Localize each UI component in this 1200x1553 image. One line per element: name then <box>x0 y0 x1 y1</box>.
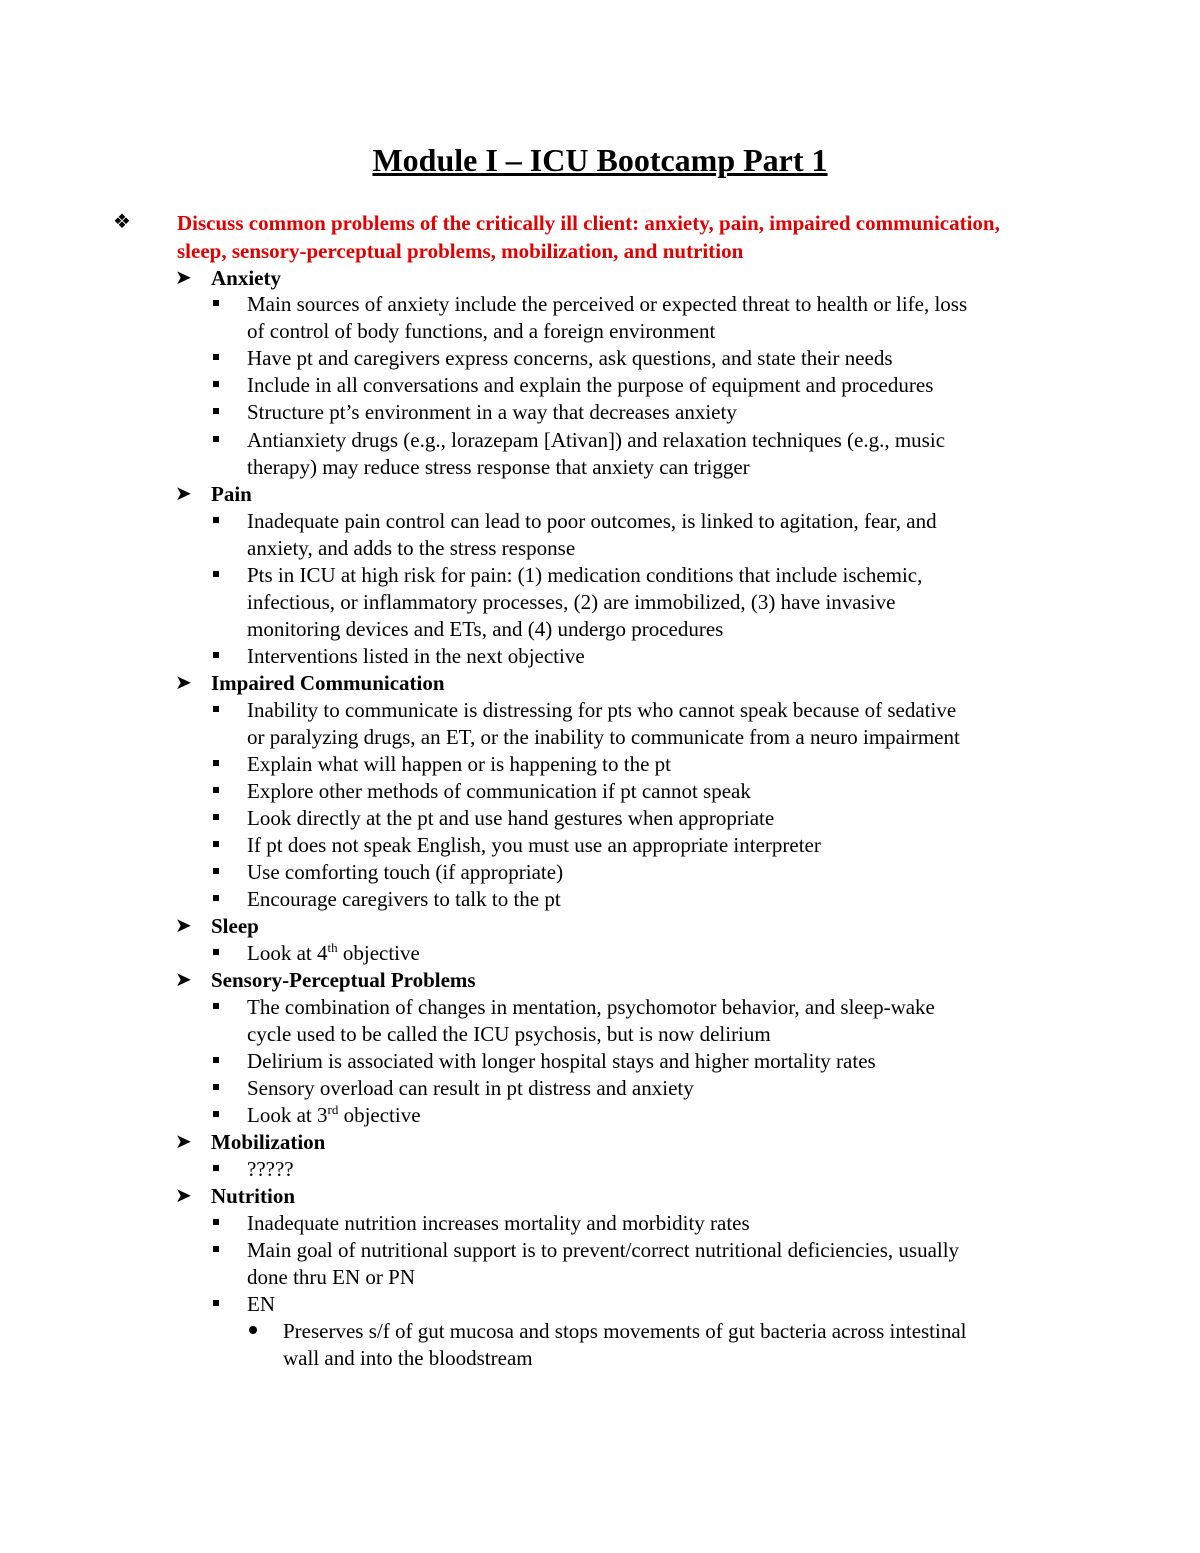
arrow-bullet-icon: ➤ <box>175 1131 192 1153</box>
square-bullet-icon <box>213 1057 219 1063</box>
square-bullet-icon <box>213 814 219 820</box>
section-heading: Mobilization <box>211 1130 326 1154</box>
arrow-bullet-icon: ➤ <box>175 969 192 991</box>
square-bullet-icon <box>213 381 219 387</box>
square-bullet-icon <box>213 787 219 793</box>
square-bullet-icon <box>213 517 219 523</box>
square-bullet-icon <box>213 706 219 712</box>
list-item: Include in all conversations and explain the purpose of equipment and procedures <box>247 373 934 397</box>
square-bullet-icon <box>213 841 219 847</box>
list-item: Main goal of nutritional support is to prevent/correct nutritional deficiencies, usually <box>247 1238 960 1262</box>
list-item: Main sources of anxiety include the perceived or expected threat to health or life, loss <box>247 292 968 316</box>
square-bullet-icon <box>213 949 219 955</box>
list-item: Explain what will happen or is happening to the pt <box>247 752 671 776</box>
list-item: monitoring devices and ETs, and (4) undergo procedures <box>247 617 724 641</box>
list-item: Sensory overload can result in pt distress and anxiety <box>247 1076 694 1100</box>
list-item: Inadequate pain control can lead to poor outcomes, is linked to agitation, fear, and <box>247 509 937 533</box>
square-bullet-icon <box>213 1300 219 1306</box>
list-item: EN <box>247 1292 275 1316</box>
objective-text: Discuss common problems of the critically ill client: anxiety, pain, impaired communication, sleep, sensory-perceptual problems, mobilization, and nutrition <box>177 211 1000 263</box>
list-item: The combination of changes in mentation, psychomotor behavior, and sleep-wake <box>247 995 935 1019</box>
square-bullet-icon <box>213 408 219 414</box>
square-bullet-icon <box>213 760 219 766</box>
list-item: Inability to communicate is distressing for pts who cannot speak because of sedative <box>247 698 957 722</box>
list-item: therapy) may reduce stress response that anxiety can trigger <box>247 455 750 479</box>
section-heading: Impaired Communication <box>211 671 445 695</box>
page-title: Module I – ICU Bootcamp Part 1 <box>372 142 828 178</box>
square-bullet-icon <box>213 1003 219 1009</box>
list-item: of control of body functions, and a foreign environment <box>247 319 716 343</box>
list-item: Antianxiety drugs (e.g., lorazepam [Ativan]) and relaxation techniques (e.g., music <box>247 428 946 452</box>
square-bullet-icon <box>213 571 219 577</box>
square-bullet-icon <box>213 1219 219 1225</box>
square-bullet-icon <box>213 1165 219 1171</box>
square-bullet-icon <box>213 652 219 658</box>
arrow-bullet-icon: ➤ <box>175 267 192 289</box>
list-item: or paralyzing drugs, an ET, or the inability to communicate from a neuro impairment <box>247 725 960 749</box>
list-item: Use comforting touch (if appropriate) <box>247 860 564 884</box>
square-bullet-icon <box>213 436 219 442</box>
list-item: Have pt and caregivers express concerns, ask questions, and state their needs <box>247 346 893 370</box>
section-heading: Nutrition <box>211 1184 295 1208</box>
list-item: Look directly at the pt and use hand gestures when appropriate <box>247 806 775 830</box>
section-heading: Sensory-Perceptual Problems <box>211 968 476 992</box>
section-heading: Pain <box>211 482 252 506</box>
list-item: Inadequate nutrition increases mortality and morbidity rates <box>247 1211 750 1235</box>
list-item: If pt does not speak English, you must use an appropriate interpreter <box>247 833 821 857</box>
list-item: Preserves s/f of gut mucosa and stops movements of gut bacteria across intestinal <box>283 1319 967 1343</box>
diamond-bullet-icon: ❖ <box>113 211 131 233</box>
list-item: Pts in ICU at high risk for pain: (1) medication conditions that include ischemic, <box>247 563 923 587</box>
list-item: Explore other methods of communication if pt cannot speak <box>247 779 751 803</box>
list-item: Look at 4th objective <box>247 940 420 965</box>
list-item: cycle used to be called the ICU psychosis, but is now delirium <box>247 1022 771 1046</box>
section-heading: Anxiety <box>211 266 281 290</box>
arrow-bullet-icon: ➤ <box>175 1185 192 1207</box>
list-item: infectious, or inflammatory processes, (2) are immobilized, (3) have invasive <box>247 590 896 614</box>
square-bullet-icon <box>213 1246 219 1252</box>
list-item: wall and into the bloodstream <box>283 1346 533 1370</box>
arrow-bullet-icon: ➤ <box>175 672 192 694</box>
arrow-bullet-icon: ➤ <box>175 915 192 937</box>
list-item: Delirium is associated with longer hospital stays and higher mortality rates <box>247 1049 876 1073</box>
list-item: Interventions listed in the next objective <box>247 644 585 668</box>
list-item: ????? <box>247 1157 294 1181</box>
square-bullet-icon <box>213 895 219 901</box>
square-bullet-icon <box>213 1084 219 1090</box>
round-bullet-icon <box>249 1326 257 1334</box>
list-item: anxiety, and adds to the stress response <box>247 536 576 560</box>
list-item: Encourage caregivers to talk to the pt <box>247 887 561 911</box>
square-bullet-icon <box>213 868 219 874</box>
square-bullet-icon <box>213 300 219 306</box>
list-item: done thru EN or PN <box>247 1265 415 1289</box>
list-item: Structure pt’s environment in a way that decreases anxiety <box>247 400 737 424</box>
list-item: Look at 3rd objective <box>247 1102 421 1127</box>
square-bullet-icon <box>213 1111 219 1117</box>
square-bullet-icon <box>213 354 219 360</box>
arrow-bullet-icon: ➤ <box>175 483 192 505</box>
section-heading: Sleep <box>211 914 259 938</box>
